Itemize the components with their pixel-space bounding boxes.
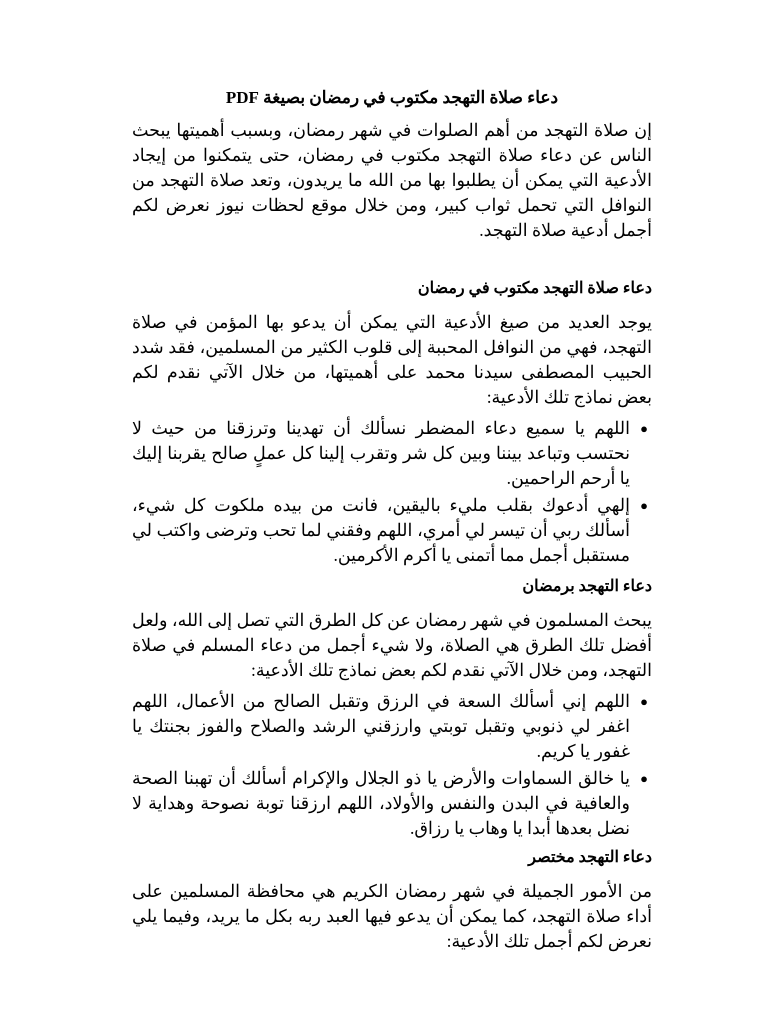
section-heading: دعاء التهجد مختصر (528, 849, 652, 866)
section-heading: دعاء التهجد برمضان (522, 578, 652, 595)
bullet-text: اللهم يا سميع دعاء المضطر نسألك أن تهدينا وترزقنا من حيث لا نحتسب وتباعد بيننا وبين كل شر وتقرب إلينا كل عملٍ صالح يقربنا إليك يا أرحم الراحمين. (132, 418, 630, 488)
section-paragraph: يبحث المسلمون في شهر رمضان عن كل الطرق التي تصل إلى الله، ولعل أفضل تلك الطرق هي الصلاة، ولا شيء أجمل من دعاء المسلم في صلاة التهجد، ومن خلال الآتي نقدم لكم بعض نماذج تلك الأدعية: (132, 610, 652, 680)
document-title: دعاء صلاة التهجد مكتوب في رمضان بصيغة PDF (225, 88, 559, 107)
bullet-item (132, 689, 648, 764)
bullet-list (132, 689, 652, 841)
section-3 (132, 847, 652, 954)
bullet-icon: ● (640, 498, 648, 513)
bullet-item (132, 766, 648, 841)
bullet-item (132, 416, 648, 491)
bullet-icon: ● (640, 421, 648, 436)
bullet-text: اللهم إني أسألك السعة في الرزق وتقبل الصالح من الأعمال، اللهم اغفر لي ذنوبي وتقبل توبتي وارزقني الرشد والصلاح والفوز بجنتك يا غفور يا كريم. (132, 691, 630, 761)
section-heading: دعاء صلاة التهجد مكتوب في رمضان (417, 280, 652, 297)
section-paragraph: من الأمور الجميلة في شهر رمضان الكريم هي محافظة المسلمين على أداء صلاة التهجد، كما يمكن أن يدعو فيها العبد ربه بكل ما يريد، وفيما يلي نعرض لكم أجمل تلك الأدعية: (132, 881, 652, 951)
bullet-icon: ● (640, 694, 648, 709)
intro-paragraph: إن صلاة التهجد من أهم الصلوات في شهر رمضان، وبسبب أهميتها يبحث الناس عن دعاء صلاة التهجد مكتوب في رمضان، حتى يتمكنوا من إيجاد الأدعية التي يمكن أن يطلبوا بها من الله ما يريدون، وتعد صلاة التهجد من النوافل التي تحمل ثواب كبير، ومن خلال موقع لحظات نيوز نعرض لكم أجمل أدعية صلاة التهجد. (132, 120, 652, 240)
section-paragraph: يوجد العديد من صيغ الأدعية التي يمكن أن يدعو بها المؤمن في صلاة التهجد، فهي من النوافل المحببة إلى قلوب الكثير من المسلمين، فقد شدد الحبيب المصطفى سيدنا محمد على أهميتها، من خلال الآتي نقدم لكم بعض نماذج تلك الأدعية: (132, 312, 652, 407)
bullet-icon: ● (640, 771, 648, 786)
document-content (132, 86, 652, 962)
bullet-list (132, 416, 652, 568)
bullet-item (132, 493, 648, 568)
section-1 (132, 278, 652, 568)
bullet-text: يا خالق السماوات والأرض يا ذو الجلال والإكرام أسألك أن تهبنا الصحة والعافية في البدن والنفس والأولاد، اللهم ارزقنا توبة نصوحة وهداية لا نضل بعدها أبدا يا وهاب يا رزاق. (132, 768, 630, 838)
bullet-text: إلهي أدعوك بقلب مليء باليقين، فانت من بيده ملكوت كل شيء، أسألك ربي أن تيسر لي أمري، اللهم وفقني لما تحب وترضى واكتب لي مستقبل أجمل مما أتمنى يا أكرم الأكرمين. (132, 495, 630, 565)
section-2 (132, 576, 652, 841)
